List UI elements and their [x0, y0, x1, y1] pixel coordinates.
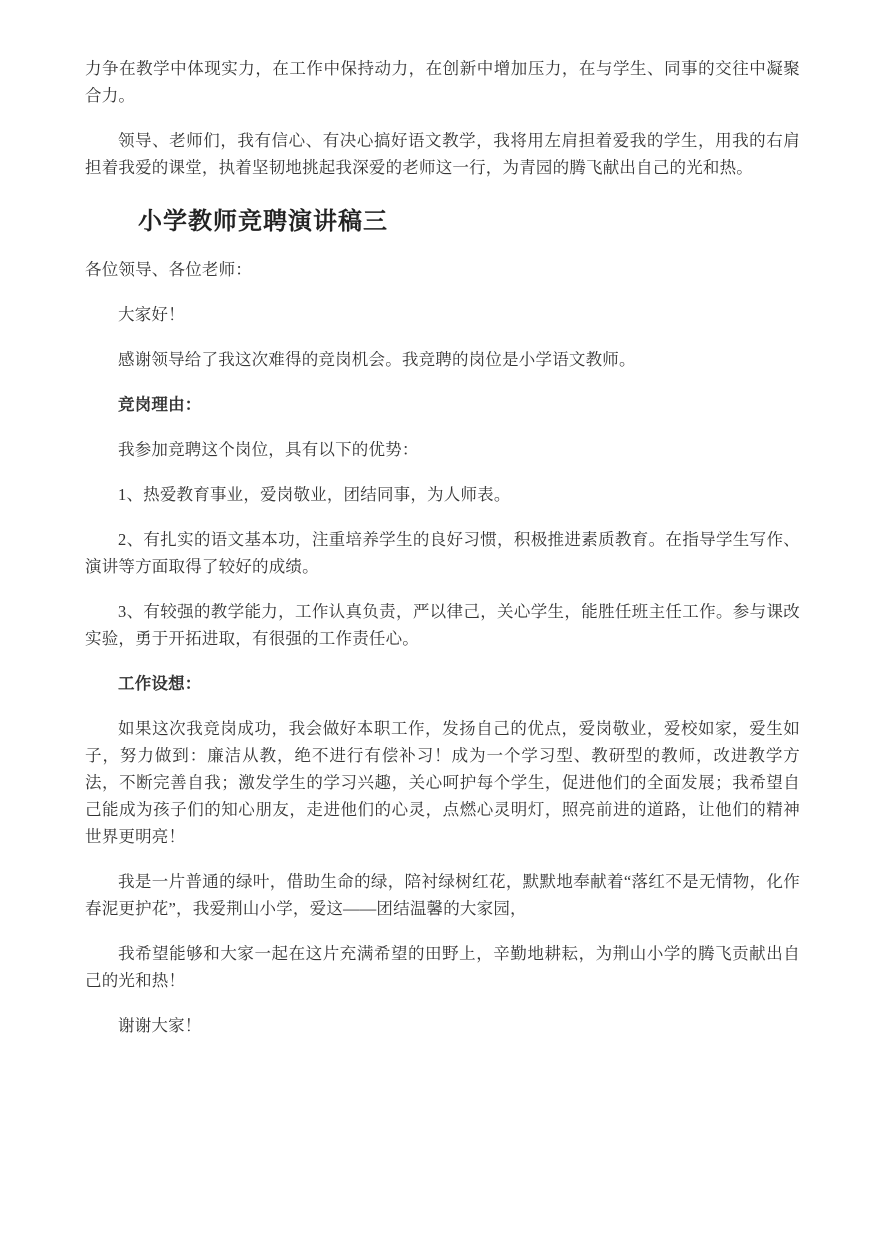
- subheading-work-plan: 工作设想：: [118, 674, 202, 693]
- closing-thanks: 谢谢大家！: [118, 1016, 202, 1035]
- list-item-advantage-2: 2、有扎实的语文基本功，注重培养学生的良好习惯，积极推进素质教育。在指导学生写作、演讲等方面取得了较好的成绩。: [85, 530, 800, 576]
- paragraph-hope: 我希望能够和大家一起在这片充满希望的田野上，辛勤地耕耘，为荆山小学的腾飞贡献出自己的光和热！: [85, 944, 800, 990]
- paragraph-continuation: 力争在教学中体现实力，在工作中保持动力，在创新中增加压力，在与学生、同事的交往中凝聚合力。: [85, 59, 800, 105]
- list-item-advantage-1: 1、热爱教育事业，爱岗敬业，团结同事，为人师表。: [118, 485, 511, 504]
- speech-title: 小学教师竞聘演讲稿三: [138, 209, 388, 235]
- paragraph-thanks-intro: 感谢领导给了我这次难得的竞岗机会。我竞聘的岗位是小学语文教师。: [118, 350, 636, 369]
- greeting: 大家好！: [118, 305, 185, 324]
- paragraph-green-leaf: 我是一片普通的绿叶，借助生命的绿，陪衬绿树红花，默默地奉献着“落红不是无情物，化作春泥更护花”，我爱荆山小学，爱这——团结温馨的大家园，: [85, 872, 800, 918]
- paragraph-advantages-intro: 我参加竞聘这个岗位，具有以下的优势：: [118, 440, 419, 459]
- paragraph-work-plan: 如果这次我竞岗成功，我会做好本职工作，发扬自己的优点，爱岗敬业，爱校如家，爱生如子，努力做到：廉洁从教，绝不进行有偿补习！成为一个学习型、教研型的教师，改进教学方法，不断完善自我；激发学生的学习兴趣，关心呵护每个学生，促进他们的全面发展；我希望自己能成为孩子们的知心朋友，走进他们的心灵，点燃心灵明灯，照亮前进的道路，让他们的精神世界更明亮！: [85, 719, 800, 846]
- salutation: 各位领导、各位老师：: [85, 260, 252, 279]
- paragraph-commitment: 领导、老师们，我有信心、有决心搞好语文教学，我将用左肩担着爱我的学生，用我的右肩担着我爱的课堂，执着坚韧地挑起我深爱的老师这一行，为青园的腾飞献出自己的光和热。: [85, 131, 800, 177]
- subheading-competition-reasons: 竞岗理由：: [118, 395, 202, 414]
- list-item-advantage-3: 3、有较强的教学能力，工作认真负责，严以律己，关心学生，能胜任班主任工作。参与课改实验，勇于开拓进取，有很强的工作责任心。: [85, 602, 800, 648]
